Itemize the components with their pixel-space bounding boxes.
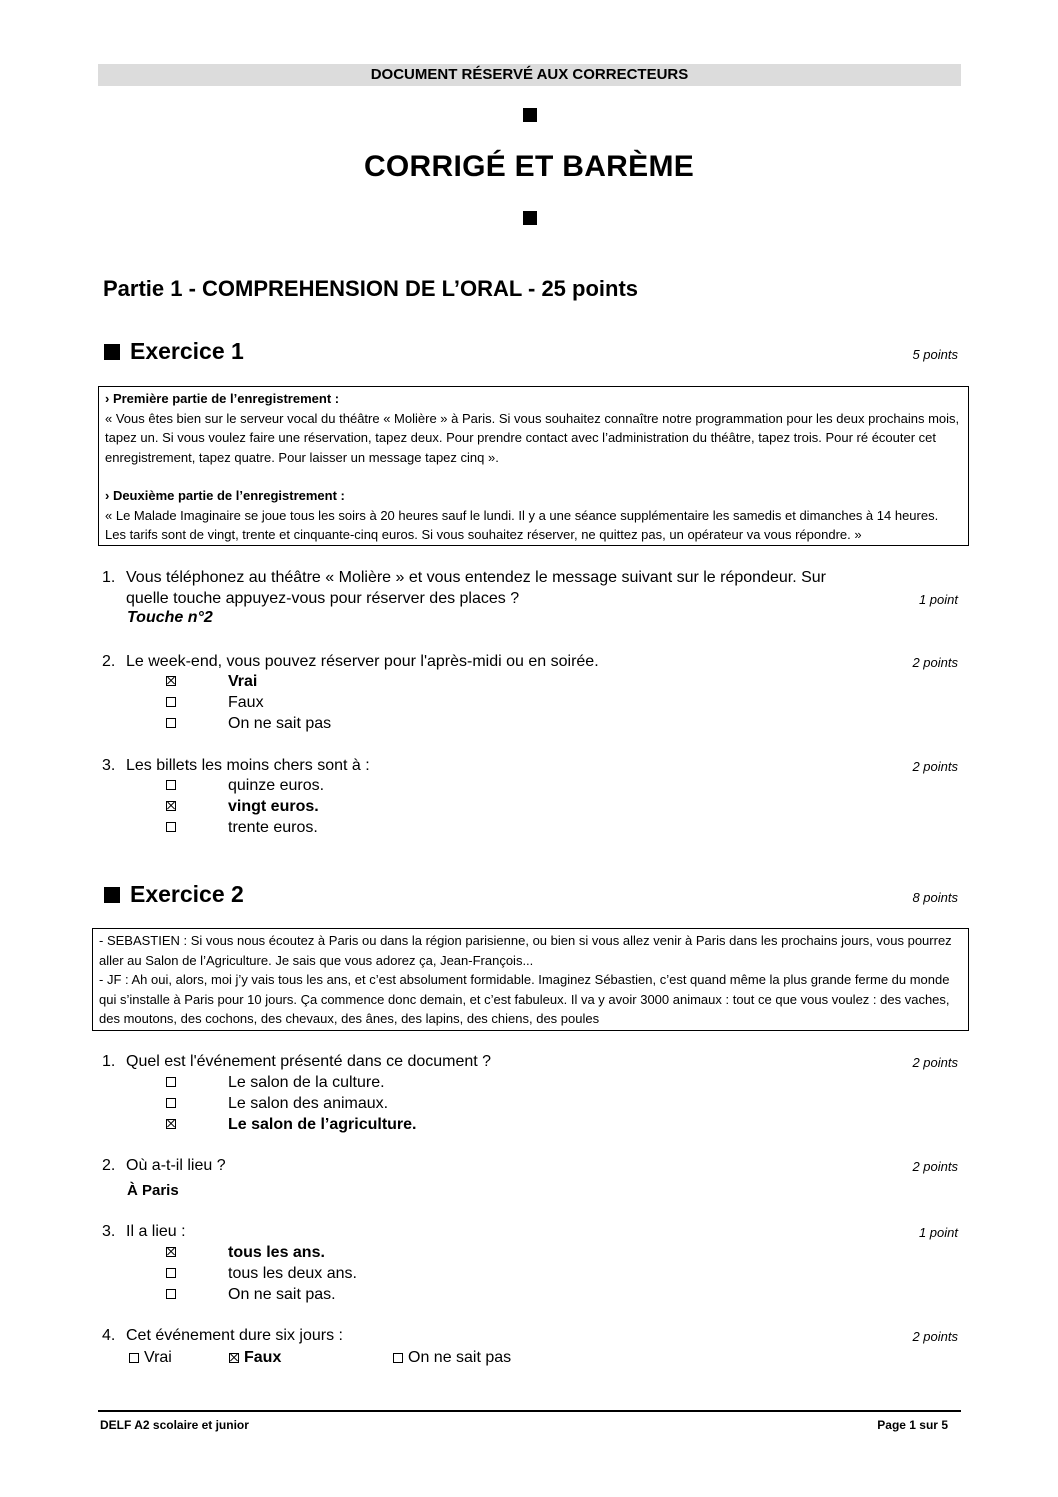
option-list [0, 671, 600, 734]
exercise-1-title: Exercice 1 [130, 338, 244, 364]
checkbox-icon [393, 1353, 403, 1363]
question-text: Quel est l'événement présenté dans ce document ? [126, 1053, 492, 1070]
checkbox-icon [166, 1077, 176, 1087]
transcript-box-1 [98, 386, 969, 546]
option-list [0, 1072, 600, 1135]
question: 2. Le week-end, vous pouvez réserver pour l'après-midi ou en soirée. [102, 653, 599, 670]
exercise-1-heading [104, 338, 244, 365]
question-points: 1 point [918, 1225, 958, 1240]
option-item: vingt euros. [0, 796, 600, 817]
option-item: On ne sait pas. [0, 1284, 600, 1305]
question: 4. Cet événement dure six jours : [102, 1327, 343, 1344]
question: 3. Les billets les moins chers sont à : [102, 757, 370, 774]
option-item: Vrai [0, 671, 600, 692]
page-title: CORRIGÉ ET BARÈME [363, 150, 695, 183]
exercise-2-title: Exercice 2 [130, 881, 244, 907]
option-item: Le salon de l’agriculture. [0, 1114, 600, 1135]
exercise-2-heading [104, 881, 244, 908]
checkbox-icon [166, 822, 176, 832]
square-bullet-icon [104, 344, 120, 360]
question: 3. Il a lieu : [102, 1223, 186, 1240]
transcript-text: - SEBASTIEN : Si vous nous écoutez à Paris ou dans la région parisienne, ou bien si vous allez venir à Paris dans les prochains jours, vous pourrez aller au Salon de l’Agriculture. Je sais que vous adorez ça, Jean-François... [99, 933, 952, 968]
question-points: 2 points [912, 759, 958, 774]
option-item: tous les deux ans. [0, 1263, 600, 1284]
transcript-text: « Le Malade Imaginaire se joue tous les soirs à 20 heures sauf le lundi. Il y a une séance supplémentaire les samedis et dimanches à 14 heures. Les tarifs sont de vingt, trente et cinquante-cinq euros. Si vous souhaitez réserver, ne quittez pas, un opérateur va vous répondre. » [105, 507, 939, 542]
checkbox-icon [166, 780, 176, 790]
square-bullet-icon [523, 108, 537, 122]
question-text: Vous téléphonez au théâtre « Molière » et vous entendez le message suivant sur le répondeur. Sur [126, 569, 826, 586]
checked-box-icon [166, 676, 176, 686]
option-item: Le salon des animaux. [0, 1093, 600, 1114]
question-text: Cet événement dure six jours : [126, 1327, 343, 1344]
transcript-box-2 [92, 928, 969, 1031]
question-points: 2 points [912, 1055, 958, 1070]
exercise-2-points: 8 points [912, 890, 958, 905]
question-text: quelle touche appuyez-vous pour réserver des places ? [126, 590, 520, 607]
section-title: Partie 1 - COMPREHENSION DE L’ORAL - 25 points [103, 276, 639, 301]
footer-left: DELF A2 scolaire et junior [100, 1418, 249, 1432]
answer-text: À Paris [127, 1182, 179, 1199]
checked-box-icon [166, 801, 176, 811]
footer-page-number: Page 1 sur 5 [877, 1418, 948, 1432]
option-item: quinze euros. [0, 775, 600, 796]
question: 2. Où a-t-il lieu ? [102, 1157, 226, 1174]
option-item: On ne sait pas [0, 713, 600, 734]
question-points: 2 points [912, 1329, 958, 1344]
option-list [0, 775, 600, 838]
square-bullet-icon [523, 211, 537, 225]
checked-box-icon [166, 1247, 176, 1257]
option-item: On ne sait pas [393, 1347, 511, 1368]
option-item: trente euros. [0, 817, 600, 838]
checked-box-icon [166, 1119, 176, 1129]
square-bullet-icon [104, 887, 120, 903]
transcript-text: « Vous êtes bien sur le serveur vocal du théâtre « Molière » à Paris. Si vous souhaitez connaître notre programmation pour les deux prochains mois, tapez un. Si vous voulez faire une réservation, tapez deux. Pour prendre contact avec l’administration du théâtre, tapez trois. Pour ré écouter cet enregistrement, tapez quatre. Pour laisser un message tapez cinq ». [105, 410, 960, 465]
transcript-text: - JF : Ah oui, alors, moi j’y vais tous les ans, et c’est absolument formidable. Imaginez Sébastien, c’est quand même la plus grande ferme du monde qui s’installe à Paris pour 10 jours. Ça commence donc demain, et c’est fabuleux. Il va y avoir 3000 animaux : tout ce que vous voulez : des vaches, des moutons, des cochons, des chevaux, des ânes, des lapins, des chiens, des poules [99, 972, 950, 1026]
question-text: Le week-end, vous pouvez réserver pour l'après-midi ou en soirée. [126, 653, 599, 670]
transcript-label: › Première partie de l’enregistrement : [105, 391, 340, 406]
checked-box-icon [229, 1353, 239, 1363]
footer-divider [98, 1410, 961, 1412]
question-points: 2 points [912, 655, 958, 670]
question: 1. Quel est l'événement présenté dans ce document ? [102, 1053, 492, 1070]
question-text: Où a-t-il lieu ? [126, 1157, 226, 1174]
option-item: tous les ans. [0, 1242, 600, 1263]
question-text: Les billets les moins chers sont à : [126, 757, 370, 774]
option-item: Vrai [129, 1347, 172, 1368]
exercise-1-points: 5 points [912, 347, 958, 362]
answer-text: Touche n°2 [127, 609, 213, 626]
checkbox-icon [166, 1268, 176, 1278]
option-list [0, 1242, 600, 1305]
question-text: Il a lieu : [126, 1223, 186, 1240]
question-points: 1 point [918, 592, 958, 607]
reserved-banner: DOCUMENT RÉSERVÉ AUX CORRECTEURS [98, 64, 961, 86]
checkbox-icon [166, 718, 176, 728]
option-item: Le salon de la culture. [0, 1072, 600, 1093]
checkbox-icon [129, 1353, 139, 1363]
checkbox-icon [166, 697, 176, 707]
transcript-label: › Deuxième partie de l’enregistrement : [105, 488, 345, 503]
option-item: Faux [0, 692, 600, 713]
checkbox-icon [166, 1098, 176, 1108]
question-points: 2 points [912, 1159, 958, 1174]
checkbox-icon [166, 1289, 176, 1299]
question: 1. Vous téléphonez au théâtre « Molière » et vous entendez le message suivant sur le répondeur. Sur [102, 569, 826, 586]
option-item: Faux [229, 1347, 281, 1368]
